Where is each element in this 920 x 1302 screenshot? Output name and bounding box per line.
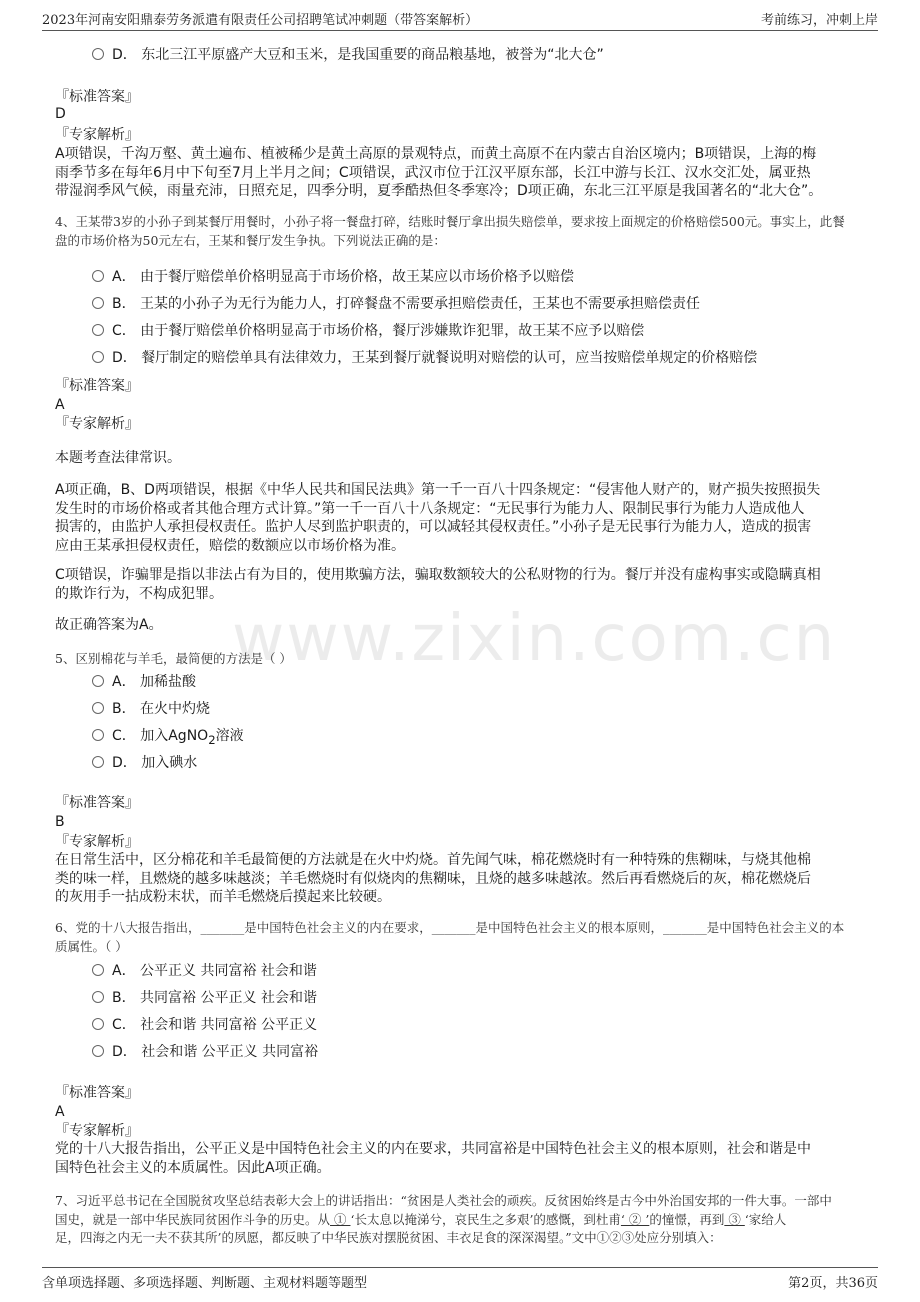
q5-analysis-label: 『专家解析』 [55, 834, 139, 850]
header-tagline: 考前练习，冲刺上岸 [760, 13, 878, 28]
q6-analysis-line: 国特色社会主义的本质属性。因此A项正确。 [55, 1159, 331, 1176]
q3-analysis [55, 145, 867, 201]
q3-answer: D [55, 106, 66, 122]
q4-analysis-line: 应由王某承担侵权责任，赔偿的数额应以市场价格为准。 [55, 537, 405, 554]
page-header [0, 0, 920, 30]
q7-stem-line: 7、习近平总书记在全国脱贫攻坚总结表彰大会上的讲话指出：“贫困是人类社会的顽疾。反贫困始终是古今中外治国安邦的一件大事。一部中 [55, 1193, 832, 1208]
subscript: 2 [208, 732, 216, 747]
q5-option-d[interactable]: D． 加入碘水 [92, 753, 197, 773]
q4-option-c[interactable]: C． 由于餐厅赔偿单价格明显高于市场价格，餐厅涉嫌欺诈犯罪，故王某不应予以赔偿 [92, 321, 644, 341]
q5-option-b[interactable]: B． 在火中灼烧 [92, 699, 210, 719]
q4-stem-line: 4、王某带3岁的小孙子到某餐厅用餐时，小孙子将一餐盘打碎，结账时餐厅拿出损失赔偿单，要求按上面规定的价格赔偿500元。事实上，此餐 [55, 214, 845, 229]
q7-stem-line: 足，四海之内无一夫不获其所’的夙愿，都反映了中华民族对摆脱贫困、丰衣足食的深深渴望。”文中①②③处应分别填入： [55, 1230, 722, 1245]
q4-option-a[interactable]: A． 由于餐厅赔偿单价格明显高于市场价格，故王某应以市场价格予以赔偿 [92, 267, 574, 287]
radio-icon[interactable] [92, 1018, 104, 1030]
radio-icon[interactable] [92, 48, 104, 60]
q4-option-d[interactable]: D． 餐厅制定的赔偿单具有法律效力，王某到餐厅就餐说明对赔偿的认可，应当按赔偿单规定的价格赔偿 [92, 348, 757, 368]
radio-icon[interactable] [92, 702, 104, 714]
q4-analysis-line: A项正确，B、D两项错误，根据《中华人民共和国民法典》第一千一百八十四条规定：“侵害他人财产的，财产损失按照损失 [55, 482, 821, 498]
q4-analysis-p2 [55, 566, 867, 603]
q5-analysis [55, 851, 867, 907]
q6-option-c[interactable]: C． 社会和谐 共同富裕 公平正义 [92, 1015, 317, 1035]
q5-answer: B [55, 814, 65, 830]
q3-answer-label: 『标准答案』 [55, 89, 139, 105]
q3-analysis-line: A项错误，千沟万壑、黄土遍布、植被稀少是黄土高原的景观特点，而黄土高原不在内蒙古自治区境内；B项错误，上海的梅 [55, 146, 817, 162]
q4-stem-line: 盘的市场价格为50元左右，王某和餐厅发生争执。下列说法正确的是： [55, 232, 446, 248]
q7-stem [55, 1192, 867, 1248]
radio-icon[interactable] [92, 729, 104, 741]
q6-answer: A [55, 1104, 65, 1120]
q6-option-a[interactable]: A． 公平正义 共同富裕 社会和谐 [92, 961, 317, 981]
q4-analysis-line: 损害的，由监护人承担侵权责任。监护人尽到监护职责的，可以减轻其侵权责任。”小孙子是无民事行为能力人，造成的损害 [55, 519, 812, 535]
radio-icon[interactable] [92, 964, 104, 976]
q5-stem: 5、区别棉花与羊毛，最简便的方法是（ ） [55, 651, 292, 666]
header-divider [42, 30, 878, 31]
radio-icon[interactable] [92, 1045, 104, 1057]
q4-analysis-p1 [55, 481, 867, 555]
blank: _______ [431, 920, 476, 935]
q6-option-d[interactable]: D． 社会和谐 公平正义 共同富裕 [92, 1042, 318, 1062]
q6-stem-line: 质属性。（ ） [55, 938, 128, 954]
q4-analysis-line: C项错误，诈骗罪是指以非法占有为目的，使用欺骗方法，骗取数额较大的公私财物的行为。餐厅并没有虚构事实或隐瞒真相 [55, 567, 821, 583]
q4-stem [55, 213, 867, 250]
q5-answer-label: 『标准答案』 [55, 795, 139, 811]
q4-analysis-label: 『专家解析』 [55, 416, 139, 432]
q6-stem [55, 919, 867, 956]
page-number: 第2页，共36页 [788, 1276, 878, 1291]
q3-analysis-label: 『专家解析』 [55, 127, 139, 143]
q4-analysis-line: 发生时的市场价格或者其他合理方式计算。”第一千一百八十八条规定：“无民事行为能力人、限制民事行为能力人造成他人 [55, 500, 805, 517]
q4-analysis-line: 的欺诈行为，不构成犯罪。 [55, 585, 223, 602]
blank: ③ [724, 1211, 745, 1227]
radio-icon[interactable] [92, 324, 104, 336]
q5-option-a[interactable]: A． 加稀盐酸 [92, 672, 196, 692]
q6-analysis [55, 1140, 867, 1177]
radio-icon[interactable] [92, 675, 104, 687]
q5-analysis-line: 类的味一样，且燃烧的越多味越淡；羊毛燃烧时有似烧肉的焦糊味，且烧的越多味越浓。然后再看燃烧后的灰，棉花燃烧后 [55, 870, 811, 887]
q6-option-b[interactable]: B． 共同富裕 公平正义 社会和谐 [92, 988, 317, 1008]
footer-question-types: 含单项选择题、多项选择题、判断题、主观材料题等题型 [42, 1276, 368, 1291]
radio-icon[interactable] [92, 991, 104, 1003]
blank: ‘ ② ’ [620, 1211, 650, 1227]
footer-divider [42, 1267, 878, 1268]
q5-option-c[interactable]: C． 加入AgNO$_2$溶液 [92, 726, 244, 746]
blank: _______ [200, 920, 245, 935]
q4-option-b[interactable]: B． 王某的小孙子为无行为能力人，打碎餐盘不需要承担赔偿责任，王某也不需要承担赔偿责任 [92, 294, 700, 314]
blank: _______ [663, 920, 707, 935]
q3-analysis-line: 雨季节多在每年6月中下旬至7月上半月之间；C项错误，武汉市位于江汉平原东部，长江中游与长江、汉水交汇处，属亚热 [55, 164, 811, 181]
q3-option-d[interactable]: D． 东北三江平原盛产大豆和玉米，是我国重要的商品粮基地，被誉为“北大仓” [92, 45, 604, 65]
document-title: 2023年河南安阳鼎泰劳务派遣有限责任公司招聘笔试冲刺题（带答案解析） [42, 13, 479, 28]
q3-analysis-line: 带湿润季风气候，雨量充沛，日照充足，四季分明，夏季酷热但冬季寒冷；D项正确，东北三江平原是我国著名的“北大仓”。 [55, 183, 823, 199]
q7-stem-line: 国史，就是一部中华民族同贫困作斗争的历史。从 ① ‘长太息以掩涕兮，哀民生之多艰’的感慨，到杜甫‘ ② ’的憧憬，再到 ③ ‘家给人 [55, 1211, 787, 1227]
q5-analysis-line: 的灰用手一拈成粉末状，而羊毛燃烧后摸起来比较硬。 [55, 889, 391, 905]
q5-analysis-line: 在日常生活中，区分棉花和羊毛最简便的方法就是在火中灼烧。首先闻气味，棉花燃烧时有一种特殊的焦糊味，与烧其他棉 [55, 852, 811, 868]
radio-icon[interactable] [92, 351, 104, 363]
watermark: www.zixin.com.cn [232, 602, 837, 676]
q6-analysis-label: 『专家解析』 [55, 1123, 139, 1139]
radio-icon[interactable] [92, 297, 104, 309]
radio-icon[interactable] [92, 756, 104, 768]
q6-analysis-line: 党的十八大报告指出，公平正义是中国特色社会主义的内在要求，共同富裕是中国特色社会主义的根本原则，社会和谐是中 [55, 1141, 811, 1157]
blank: ① [330, 1211, 351, 1227]
q4-conclusion: 故正确答案为A。 [55, 617, 163, 633]
q4-analysis-intro: 本题考查法律常识。 [55, 450, 181, 466]
radio-icon[interactable] [92, 270, 104, 282]
q4-answer-label: 『标准答案』 [55, 378, 139, 394]
q4-answer: A [55, 397, 65, 413]
q6-stem-line: 6、党的十八大报告指出，_______是中国特色社会主义的内在要求，_______是中国特色社会主义的根本原则，_______是中国特色社会主义的本 [55, 920, 845, 935]
q6-answer-label: 『标准答案』 [55, 1085, 139, 1101]
